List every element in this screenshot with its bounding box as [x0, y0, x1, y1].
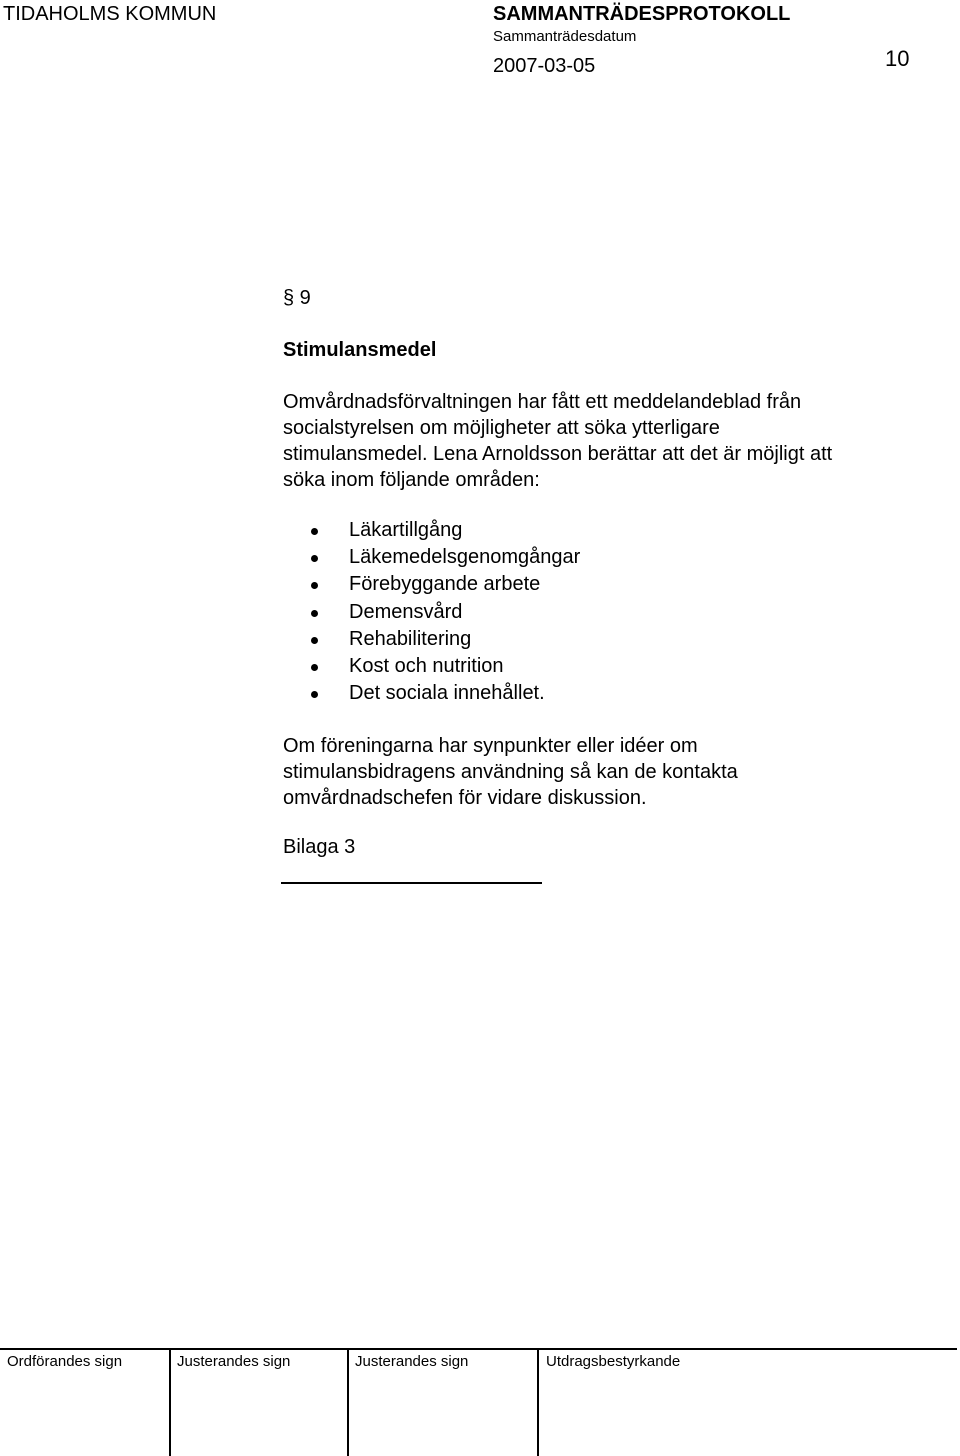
signature-field-divider: [347, 1350, 349, 1456]
bullet-icon: [311, 582, 318, 589]
list-item-label: Läkemedelsgenomgångar: [349, 546, 581, 569]
organization-name: TIDAHOLMS KOMMUN: [3, 3, 217, 25]
list-item: [308, 680, 580, 707]
adjuster-signature-label: Justerandes sign: [355, 1353, 469, 1370]
area-list: [308, 517, 580, 707]
bullet-icon: [311, 528, 318, 535]
list-item-label: Demensvård: [349, 600, 463, 623]
footer-divider: [0, 1348, 957, 1350]
adjuster-signature-label: Justerandes sign: [177, 1353, 291, 1370]
closing-paragraph: Om föreningarna har synpunkter eller idéer om stimulansbidragens användning så kan de kontakta omvårdnadschefen för vidare diskussion.: [283, 735, 738, 809]
list-item-label: Läkartillgång: [349, 519, 463, 541]
list-item: [308, 599, 580, 626]
section-end-divider: [281, 882, 542, 884]
list-item: [308, 626, 580, 653]
list-item-label: Rehabilitering: [349, 627, 472, 650]
bullet-icon: [311, 637, 318, 644]
attachment-reference: Bilaga 3: [283, 836, 356, 858]
list-item-label: Kost och nutrition: [349, 654, 504, 677]
chair-signature-label: Ordförandes sign: [7, 1353, 123, 1370]
bullet-icon: [311, 610, 318, 617]
extract-certification-label: Utdragsbestyrkande: [546, 1353, 681, 1370]
list-item: [308, 571, 580, 598]
bullet-icon: [311, 664, 318, 671]
section-title: Stimulansmedel: [283, 339, 437, 361]
bullet-icon: [311, 555, 318, 562]
protocol-title: SAMMANTRÄDESPROTOKOLL: [493, 3, 791, 25]
signature-field-divider: [537, 1350, 539, 1456]
signature-field-divider: [169, 1350, 171, 1456]
meeting-date-value: 2007-03-05: [493, 55, 596, 77]
intro-paragraph: Omvårdnadsförvaltningen har fått ett meddelandeblad från socialstyrelsen om möjligheter att söka ytterligare stimulansmedel. Lena Arnoldsson berättar att det är möjligt att söka inom följande områden:: [283, 391, 833, 491]
list-item-label: Förebyggande arbete: [349, 573, 541, 596]
page-number: 10: [885, 46, 910, 71]
list-item: [308, 544, 580, 571]
section-number: § 9: [283, 287, 311, 309]
list-item: [308, 653, 580, 680]
list-item: [308, 517, 580, 544]
list-item-label: Det sociala innehållet.: [349, 682, 545, 705]
bullet-icon: [311, 691, 318, 698]
meeting-date-label: Sammanträdesdatum: [493, 28, 637, 45]
